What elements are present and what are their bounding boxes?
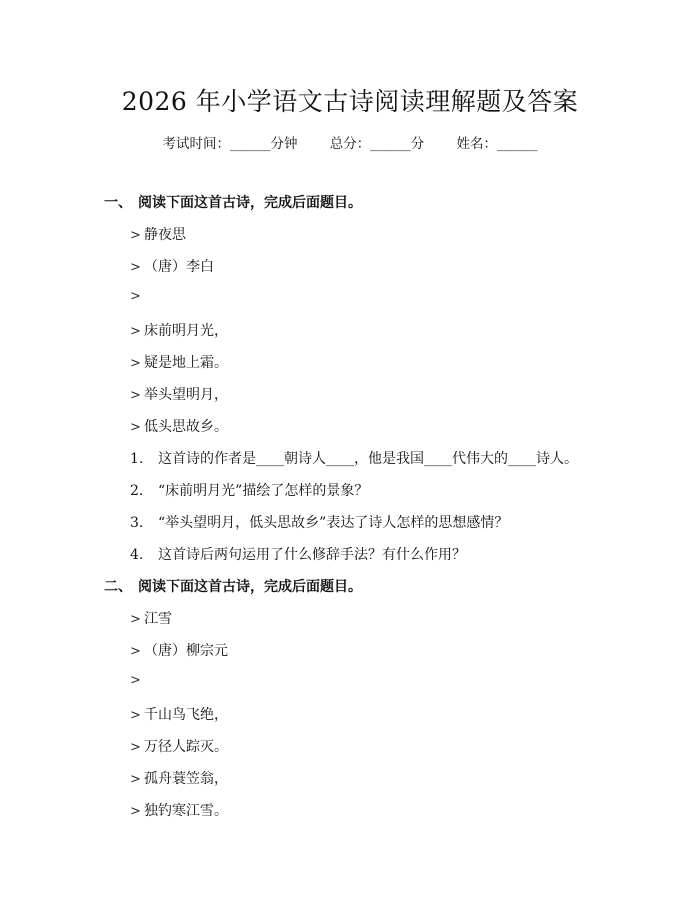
poem-line-text: 万径人踪灭。 — [144, 739, 228, 755]
question-number: 2. — [130, 483, 144, 499]
poem-line — [130, 736, 228, 756]
question-item — [130, 448, 578, 468]
exam-score: 总分：______分 — [329, 136, 425, 152]
poem-line — [130, 704, 228, 724]
poem-line — [130, 416, 228, 436]
question-number: 1. — [130, 451, 144, 467]
arrow-bullet-icon: > — [130, 356, 141, 371]
poem-line — [130, 672, 144, 688]
poem-line-text: 独钓寒江雪。 — [144, 803, 228, 819]
poem-line-text: 床前明月光， — [144, 323, 228, 339]
arrow-bullet-icon: > — [130, 804, 141, 819]
poem-line — [130, 288, 144, 304]
question-item — [130, 512, 508, 532]
section-heading-2 — [104, 576, 362, 596]
poem-line — [130, 640, 228, 660]
section-number: 一、 — [104, 195, 132, 211]
section-heading-1 — [104, 192, 362, 212]
poem-line-text: 静夜思 — [144, 227, 186, 243]
arrow-bullet-icon: > — [130, 228, 141, 243]
poem-line-text: （唐）李白 — [144, 259, 214, 275]
poem-line-text: 疑是地上霜。 — [144, 355, 228, 371]
question-text: “床前明月光”描绘了怎样的景象？ — [158, 483, 369, 499]
arrow-bullet-icon: > — [130, 260, 141, 275]
poem-line — [130, 768, 228, 788]
section-number: 二、 — [104, 579, 132, 595]
poem-line-text: （唐）柳宗元 — [144, 643, 228, 659]
poem-line-text: 孤舟蓑笠翁， — [144, 771, 228, 787]
arrow-bullet-icon: > — [130, 612, 141, 627]
poem-line — [130, 320, 228, 340]
arrow-bullet-icon: > — [130, 772, 141, 787]
poem-line-text: 江雪 — [144, 611, 172, 627]
arrow-bullet-icon: > — [130, 388, 141, 403]
poem-line — [130, 384, 228, 404]
arrow-bullet-icon: > — [130, 708, 141, 723]
poem-line-text: 千山鸟飞绝， — [144, 707, 228, 723]
poem-line — [130, 224, 186, 244]
arrow-bullet-icon: > — [130, 644, 141, 659]
arrow-bullet-icon: > — [130, 324, 141, 339]
exam-time: 考试时间：______分钟 — [162, 136, 298, 152]
poem-line — [130, 256, 214, 276]
question-text: 这首诗的作者是____朝诗人____，他是我国____代伟大的____诗人。 — [158, 451, 578, 467]
exam-meta — [0, 132, 700, 152]
poem-line — [130, 352, 228, 372]
page-title: 2026 年小学语文古诗阅读理解题及答案 — [121, 87, 579, 116]
poem-line — [130, 800, 228, 820]
arrow-bullet-icon: > — [130, 420, 141, 435]
question-text: “举头望明月，低头思故乡”表达了诗人怎样的思想感情？ — [158, 515, 509, 531]
section-heading-text: 阅读下面这首古诗，完成后面题目。 — [138, 195, 362, 211]
arrow-bullet-icon: > — [130, 673, 141, 688]
poem-line — [130, 608, 172, 628]
question-number: 3. — [130, 515, 144, 531]
question-item — [130, 544, 466, 564]
poem-line-text: 低头思故乡。 — [144, 419, 228, 435]
arrow-bullet-icon: > — [130, 289, 141, 304]
question-number: 4. — [130, 547, 144, 563]
question-item — [130, 480, 368, 500]
section-heading-text: 阅读下面这首古诗，完成后面题目。 — [138, 579, 362, 595]
poem-line-text: 举头望明月， — [144, 387, 228, 403]
arrow-bullet-icon: > — [130, 740, 141, 755]
student-name: 姓名：______ — [456, 136, 538, 152]
question-text: 这首诗后两句运用了什么修辞手法？有什么作用？ — [158, 547, 466, 563]
